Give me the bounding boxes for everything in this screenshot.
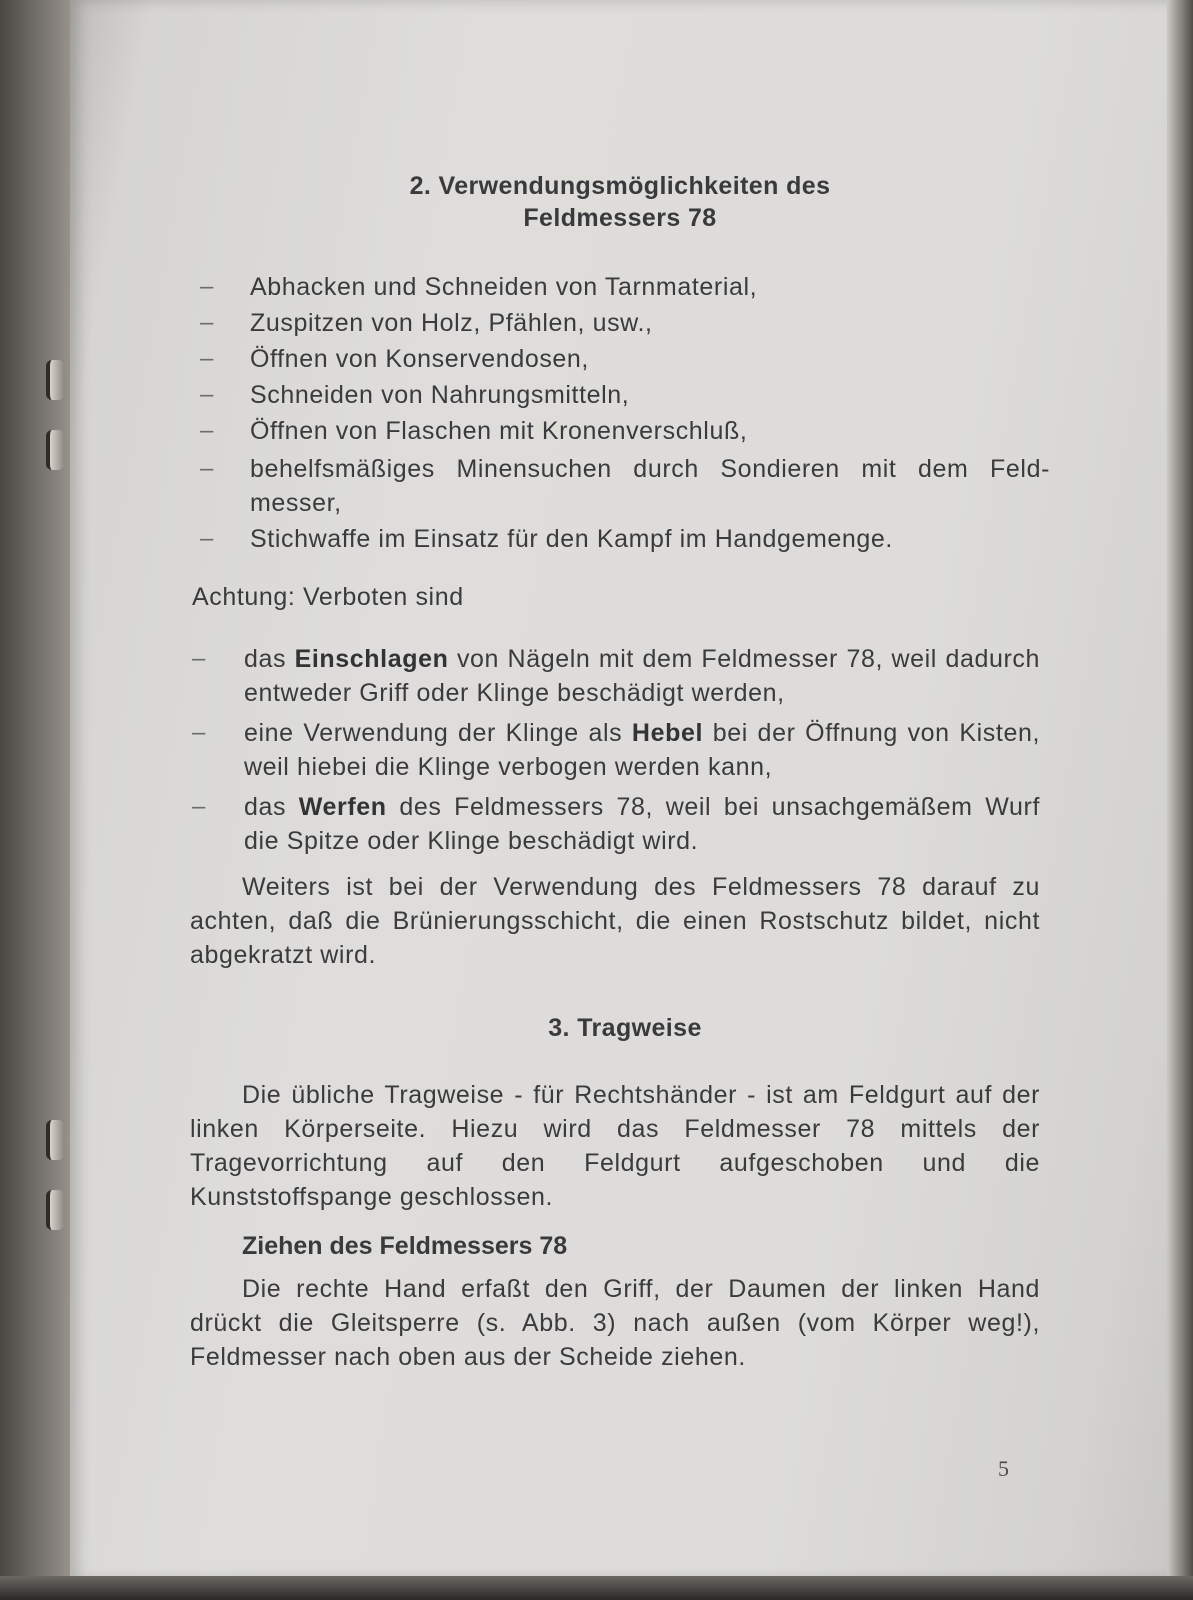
forbidden-item-keyword: Einschlagen [294,645,449,673]
page-number: 5 [998,1456,1009,1481]
section-2-title-line2: Feldmessers 78 [523,204,717,232]
note-text: Weiters ist bei der Verwendung des Feldmessers 78 darauf zu achten, daß die Brünierungsschicht, die einen Rostschutz bildet, nicht abgekratzt wird. [190,873,1040,969]
forbidden-item-pre: das [244,645,295,673]
list-item: Schneiden von Nahrungsmitteln, [250,381,630,409]
list-dash: – [200,345,214,372]
draw-subheading: Ziehen des Feldmessers 78 [242,1232,568,1260]
list-dash: – [200,417,214,444]
forbidden-item-pre: das [244,793,299,821]
page-edge-bottom [0,1576,1193,1600]
list-dash: – [192,793,206,820]
forbidden-item-pre: eine Verwendung der Klinge als [244,719,632,747]
list-item: behelfsmäßiges Minensuchen durch Sondieren mit dem Feld-messer, [250,455,1050,517]
carry-paragraph [190,1078,1040,1214]
list-dash: – [192,645,206,672]
book-binding [0,0,74,1600]
list-dash: – [192,719,206,746]
list-dash: – [200,309,214,336]
section-2-heading [340,170,900,234]
list-dash: – [200,525,214,552]
forbidden-item-keyword: Hebel [631,719,704,747]
book-page [70,0,1170,1580]
forbidden-item-post: bei der Öffnung von Kisten, weil hiebei die Klinge verbogen werden kann, [244,719,1041,781]
list-item: Abhacken und Schneiden von Tarnmaterial, [250,273,758,301]
carry-text: Die übliche Tragweise - für Rechtshänder - ist am Feldgurt auf der linken Körperseite. Hiezu wird das Feldmesser 78 mittels der Tragevorrichtung auf den Feldgurt aufgeschoben und die Kunststoffspange geschlossen. [190,1081,1040,1211]
forbidden-item [244,716,1040,784]
forbidden-item-post: des Feldmessers 78, weil bei unsachgemäßem Wurf die Spitze oder Klinge beschädigt wird. [244,793,1040,855]
draw-paragraph [190,1272,1040,1374]
staple [46,430,64,470]
forbidden-item [244,642,1040,710]
staple [46,360,64,400]
draw-text: Die rechte Hand erfaßt den Griff, der Daumen der linken Hand drückt die Gleitsperre (s. Abb. 3) nach außen (vom Körper weg!), Feldmesser nach oben aus der Scheide ziehen. [190,1275,1040,1371]
page-edge-right [1167,0,1193,1600]
forbidden-item [244,790,1040,858]
list-item: Öffnen von Konservendosen, [250,345,589,373]
list-dash: – [200,381,214,408]
list-dash: – [200,273,214,300]
list-dash: – [200,455,214,482]
warning-label: Achtung: Verboten sind [192,583,464,611]
forbidden-item-keyword: Werfen [298,793,387,821]
section-2-title-line1: 2. Verwendungsmöglichkeiten des [409,172,831,200]
list-item: Öffnen von Flaschen mit Kronenverschluß, [250,417,748,445]
note-paragraph [190,870,1040,972]
staple [46,1190,64,1230]
forbidden-item-post: von Nägeln mit dem Feldmesser 78, weil dadurch entweder Griff oder Klinge beschädigt werden, [244,645,1040,707]
list-item: Zuspitzen von Holz, Pfählen, usw., [250,309,653,337]
staple [46,1120,64,1160]
section-3-heading: 3. Tragweise [548,1014,702,1042]
list-item: Stichwaffe im Einsatz für den Kampf im Handgemenge. [250,525,893,553]
